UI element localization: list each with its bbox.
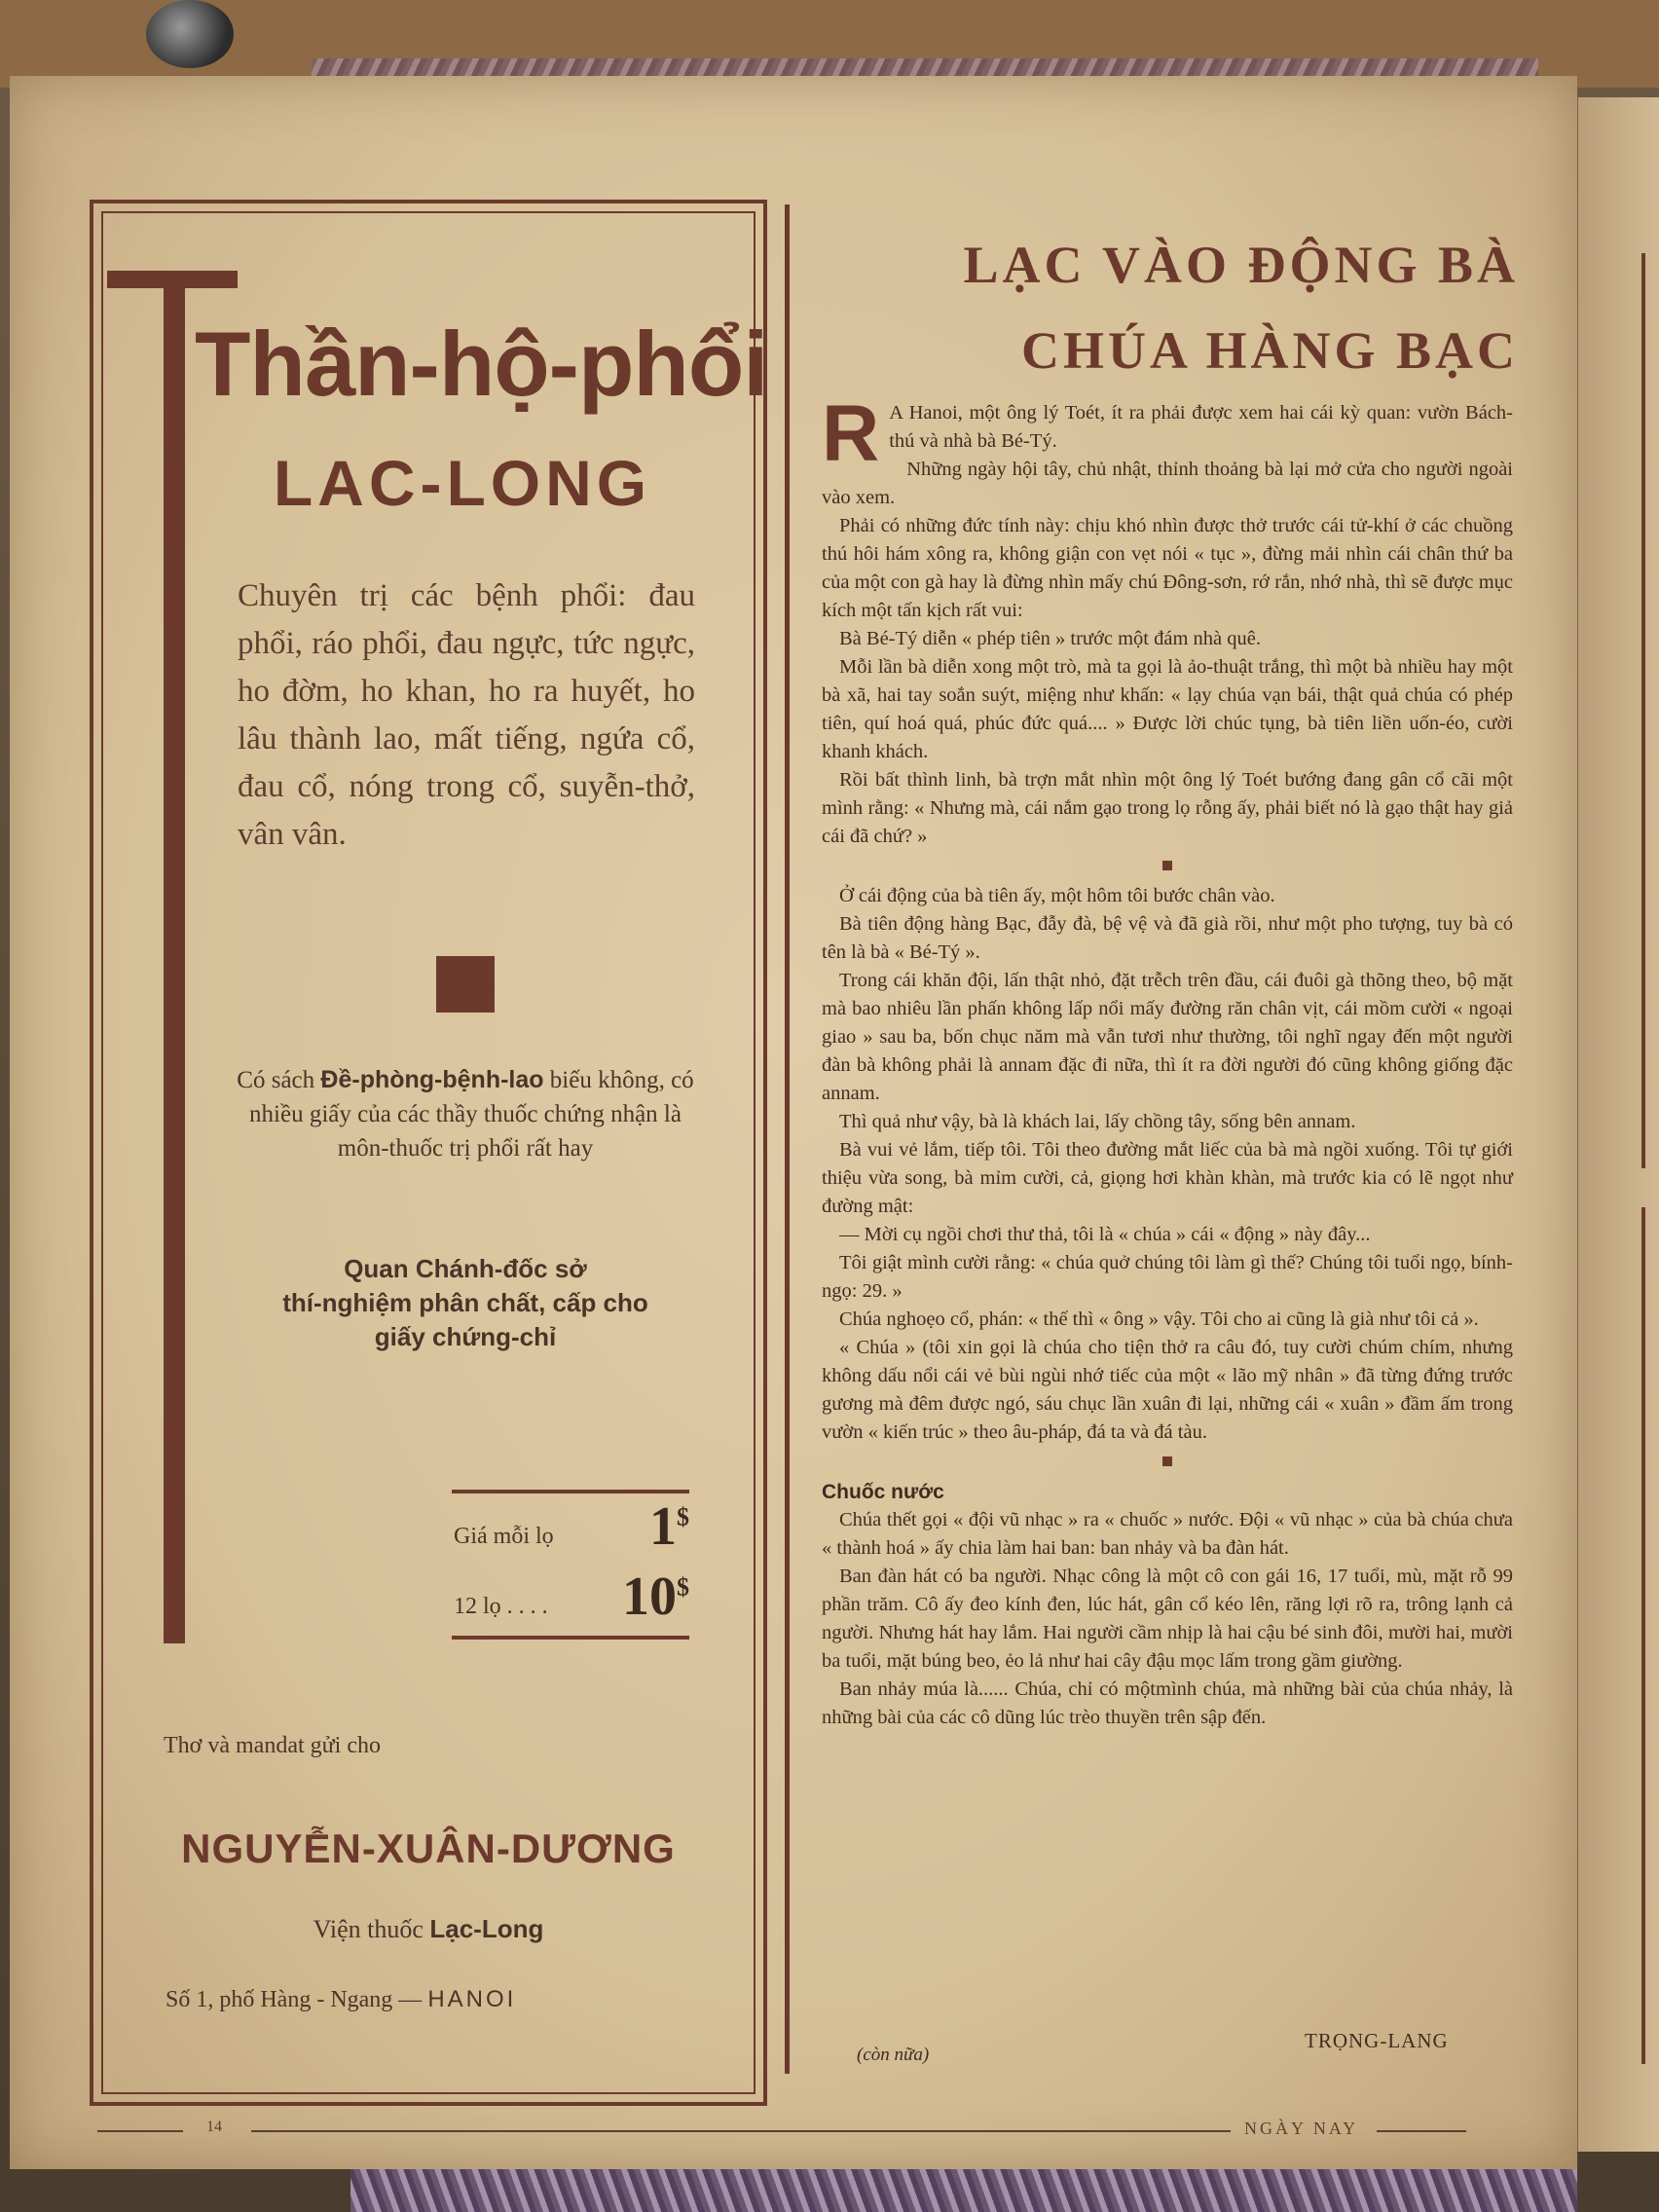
article-body xyxy=(822,389,1513,1732)
price-value: 10$ xyxy=(622,1567,689,1627)
article-paragraph: Thì quả như vậy, bà là khách lai, lấy chồng tây, sống bên annam. xyxy=(839,1111,1356,1132)
footer-masthead: NGÀY NAY xyxy=(1244,2119,1359,2138)
book-title: Đề-phòng-bệnh-lao xyxy=(320,1066,544,1093)
article-paragraph: « Chúa » (tôi xin gọi là chúa cho tiện thở ra câu đó, tuy cười chúm chím, nhưng không dấu nổi cái vẻ bùi ngùi nhớ tiếc của một « lão mỹ nhân » đã từng đứng trước gương mà đêm được ngó, sáu chục lần xuân đi lại, những cái « xuân » đầm ấm trong vườn « kiến trúc » theo âu-pháp, đá ta và đá tàu. xyxy=(822,1337,1513,1443)
article-paragraph: R A Hanoi, một ông lý Toét, ít ra phải được xem hai cái kỳ quan: vườn Bách-thú và nhà bà Bé-Tý. xyxy=(822,389,1513,478)
article-paragraph: Ở cái động của bà tiên ấy, một hôm tôi bước chân vào. xyxy=(839,885,1275,906)
adjacent-page-edge xyxy=(1575,97,1659,2152)
article-paragraph: Rồi bất thình linh, bà trợn mắt nhìn một ông lý Toét bướng đang gân cổ cãi một mình rằng: « Nhưng mà, cái nắm gạo trong lọ rỗng ấy, phải biết nó là gạo thật hay giả cái đã chứ? » xyxy=(822,769,1513,847)
ad-institute xyxy=(146,1914,711,1944)
price-rule xyxy=(452,1636,689,1640)
article-paragraph: Trong cái khăn đội, lấn thật nhỏ, đặt trễch trên đầu, cái đuôi gà thõng theo, bộ mặt mà bao nhiêu lần phấn không lấp nổi mấy đường răn chân vịt, cái mồm cười « ngoại giao » sau ba, bốn chục năm mà vẫn tươi như thường, tôi nghĩ ngay đến một người đàn bà không phải là annam đặc đi nữa, thì ít ra đời người đó cũng không giống đặc annam. xyxy=(822,970,1513,1104)
column-rule xyxy=(785,204,790,2074)
institute-name: Lạc-Long xyxy=(429,1914,544,1943)
article-paragraph: Tôi giật mình cười rằng: « chúa quở chúng tôi làm gì thế? Chúng tôi tuổi ngọ, bính-ngọ: 29. » xyxy=(822,1252,1513,1302)
article-paragraph: Ban nhảy múa là...... Chúa, chỉ có mộtmình chúa, mà những bài của chúa nhảy, là những bài của các cô dũng lúc trèo thuyền trên sập đến. xyxy=(822,1678,1513,1728)
section-separator xyxy=(1162,1456,1172,1466)
article-paragraph: Bà Bé-Tý diễn « phép tiên » trước một đám nhà quê. xyxy=(839,628,1261,649)
drop-cap: R xyxy=(822,389,880,478)
article-title xyxy=(818,222,1519,393)
certificate-line: Quan Chánh-đốc sở xyxy=(344,1254,587,1283)
ad-title: Thần-hộ-phổi xyxy=(195,313,768,415)
currency-symbol: $ xyxy=(677,1502,689,1531)
ad-subtitle: LAC-LONG xyxy=(273,447,652,519)
price-value: 1$ xyxy=(649,1496,689,1557)
article-paragraph: Ban đàn hát có ba người. Nhạc công là một cô con gái 16, 17 tuổi, mù, mặt rỗ 99 phần trăm. Cô ấy đeo kính đen, lúc hát, gân cổ kéo lên, răng lợi rõ ra, trông lạnh cả người. Nhưng hát hay lắm. Hai người cầm nhịp là hai cậu bé sinh đôi, mười hai, mười ba tuổi, mặt búng beo, ẻo lả như hai cây đậu mọc lấm trong gầm giường. xyxy=(822,1566,1513,1672)
page-number: 14 xyxy=(206,2119,222,2135)
price-label: Giá mỗi lọ xyxy=(454,1524,554,1549)
article-author: TRỌNG-LANG xyxy=(1305,2029,1449,2052)
ad-address xyxy=(166,1986,516,2013)
ad-certificate xyxy=(232,1252,699,1354)
article-subheading: Chuốc nước xyxy=(822,1481,944,1503)
article-paragraph: Chúa thết gọi « đội vũ nhạc » ra « chuốc » nước. Đội « vũ nhạc » của bà chúa chưa « thành hoá » ấy chia làm hai ban: ban nhảy và ba đàn hát. xyxy=(822,1509,1513,1559)
title-initial-stem xyxy=(164,271,185,1643)
price-label: 12 lọ . . . . xyxy=(454,1594,548,1619)
footer-rule xyxy=(251,2130,1231,2132)
ad-proprietor-name: NGUYỄN-XUÂN-DƯƠNG xyxy=(181,1825,676,1871)
price-rule xyxy=(452,1490,689,1493)
article-paragraph: Những ngày hội tây, chủ nhật, thỉnh thoảng bà lại mở cửa cho người ngoài vào xem. xyxy=(822,459,1513,508)
currency-symbol: $ xyxy=(677,1572,689,1602)
institute-prefix: Viện thuốc xyxy=(313,1915,424,1943)
adjacent-page-rule xyxy=(1641,253,1645,1168)
price-row-dozen xyxy=(452,1569,695,1628)
certificate-line: thí-nghiệm phân chất, cấp cho xyxy=(282,1288,648,1317)
book-offer-prefix: Có sách xyxy=(237,1067,315,1093)
ornament-square xyxy=(436,956,495,1013)
footer-rule xyxy=(1377,2130,1466,2132)
adjacent-page-rule xyxy=(1641,1207,1645,2064)
article-title-line: CHÚA HÀNG BẠC xyxy=(1020,321,1519,380)
binding-knob xyxy=(146,0,234,68)
article-paragraph: Chúa nghoẹo cổ, phán: « thế thì « ông » vậy. Tôi cho ai cũng là già như tôi cả ». xyxy=(839,1309,1479,1330)
ad-description: Chuyên trị các bệnh phổi: đau phổi, ráo phổi, đau ngực, tức ngực, ho đờm, ho khan, ho ra huyết, ho lâu thành lao, mất tiếng, ngứa cổ, đau cổ, nóng trong cổ, suyễn-thở, vân vân. xyxy=(238,578,695,852)
continued-note: (còn nữa) xyxy=(857,2045,930,2065)
price-row-single xyxy=(452,1496,695,1558)
article-paragraph: Bà vui vẻ lắm, tiếp tôi. Tôi theo đường mắt liếc của bà mà ngồi xuống. Tôi tự giới thiệu vừa song, bà mỉm cười, cả, giọng hơi khàn khàn, mà trước kia có lẽ ngọt như đường mật: xyxy=(822,1139,1513,1217)
article-paragraph: Phải có những đức tính này: chịu khó nhìn được thở trước cái tử-khí ở các chuồng thú hôi hám xông ra, không giận con vẹt nói « tục », đừng mải nhìn cái chân thứ ba của một con gà hay là đừng nhìn mấy chú Đông-sơn, rớ rắn, nhớ nhà, thì sẽ được mục kích một tấn kịch rất vui: xyxy=(822,515,1513,621)
footer-rule xyxy=(97,2130,183,2132)
article-paragraph: Mỗi lần bà diễn xong một trò, mà ta gọi là ảo-thuật trắng, thì một bà nhiều hay một bà xã, hai tay soắn suýt, miệng như khấn: « lạy chúa vạn bái, thật quả chúa có phép tiên, quí hoá quá, phúc đức quá.... » Được lời chúc tụng, bà tiên liền uốn-éo, cười khanh khách. xyxy=(822,656,1513,762)
section-separator xyxy=(1162,861,1172,870)
ad-mail-label: Thơ và mandat gửi cho xyxy=(164,1733,381,1758)
address-street: Số 1, phố Hàng - Ngang — xyxy=(166,1987,423,2012)
article-paragraph: — Mời cụ ngồi chơi thư thả, tôi là « chúa » cái « động » này đây... xyxy=(839,1224,1371,1245)
article-title-line: LẠC VÀO ĐỘNG BÀ xyxy=(963,236,1519,294)
certificate-line: giấy chứng-chỉ xyxy=(374,1322,557,1351)
address-city: HANOI xyxy=(427,1986,517,2012)
article-paragraph: Bà tiên động hàng Bạc, đẫy đà, bệ vệ và đã già rồi, như một pho tượng, tuy bà có tên là bà « Bé-Tý ». xyxy=(822,913,1513,963)
book-offer-text: biếu không, có nhiều giấy của các thầy thuốc chứng nhận là môn-thuốc trị phổi rất hay xyxy=(249,1067,694,1161)
ad-book-offer xyxy=(232,1063,699,1165)
